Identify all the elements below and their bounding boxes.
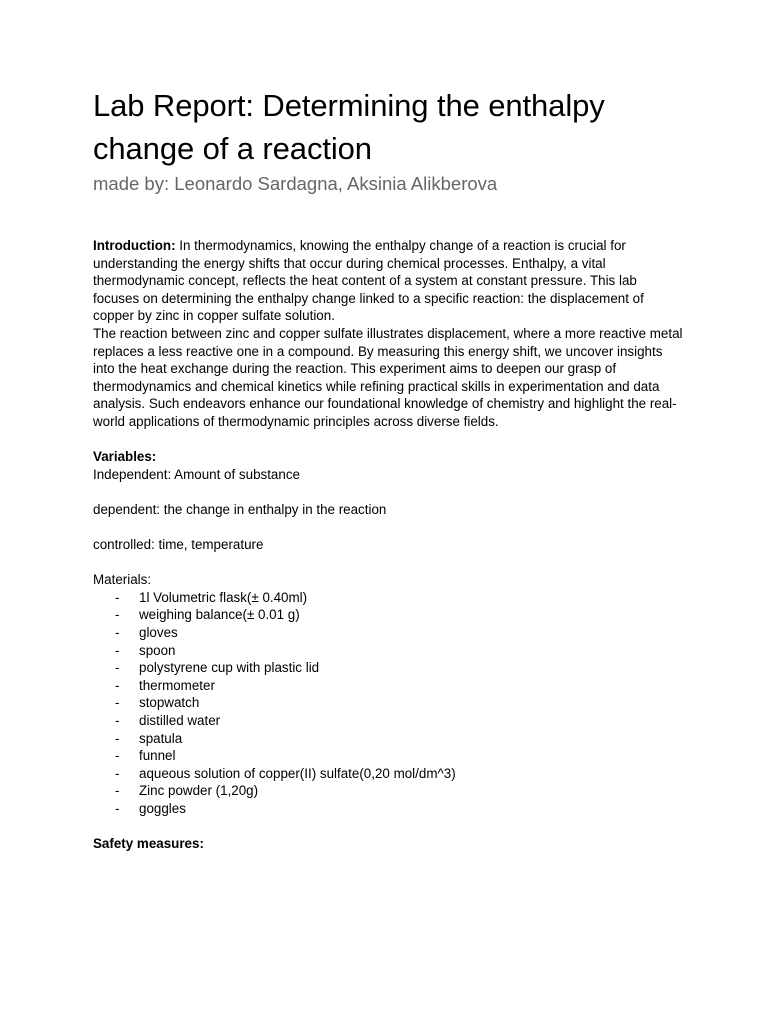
variable-independent: Independent: Amount of substance [93, 466, 300, 482]
list-item: - spoon [115, 642, 176, 658]
list-item: - funnel [115, 748, 176, 764]
list-bullet: - [115, 730, 120, 746]
variable-controlled: controlled: time, temperature [93, 537, 264, 553]
list-bullet: - [115, 713, 120, 729]
list-item: - aqueous solution of copper(II) sulfate(0,20 mol/dm^3) [115, 765, 456, 781]
list-bullet: - [115, 695, 120, 711]
safety-heading: Safety measures: [93, 836, 204, 852]
list-bullet: - [115, 748, 120, 764]
document-title: Lab Report: Determining the enthalpy change of a reaction [93, 88, 605, 166]
list-bullet: - [115, 625, 120, 641]
list-item: - polystyrene cup with plastic lid [115, 660, 320, 676]
list-item: - spatula [115, 730, 183, 746]
materials-list [93, 589, 683, 818]
list-item: - goggles [115, 801, 186, 816]
introduction-section [93, 237, 683, 431]
list-item: - distilled water [115, 713, 221, 729]
list-item: - weighing balance(± 0.01 g) [115, 607, 300, 623]
author-line: made by: Leonardo Sardagna, Aksinia Alikberova [93, 173, 498, 194]
list-item: - 1l Volumetric flask(± 0.40ml) [115, 589, 308, 605]
variable-dependent: dependent: the change in enthalpy in the reaction [93, 501, 387, 517]
introduction-text-1: In thermodynamics, knowing the enthalpy change of a reaction is crucial for understanding the energy shifts that occur during chemical processes. Enthalpy, a vital thermodynamic concept, reflects the heat content of a system at constant pressure. This lab focuses on determining the enthalpy change linked to a specific reaction: the displacement of copper by zinc in copper sulfate solution. [93, 238, 644, 324]
list-item: - Zinc powder (1,20g) [115, 783, 259, 799]
list-bullet: - [115, 765, 120, 781]
materials-heading: Materials: [93, 572, 152, 588]
list-item: - thermometer [115, 677, 215, 693]
list-bullet: - [115, 783, 120, 799]
introduction-paragraph-2: The reaction between zinc and copper sulfate illustrates displacement, where a more reactive metal replaces a less reactive one in a compound. By measuring this energy shift, we uncover insights into the heat exchange during the reaction. This experiment aims to deepen our grasp of thermodynamics and chemical kinetics while refining practical skills in experimentation and data analysis. Such endeavors enhance our foundational knowledge of chemistry and highlight the real-world applications of thermodynamic principles across diverse fields. [93, 325, 683, 429]
variables-heading: Variables: [93, 449, 157, 465]
list-item: - gloves [115, 625, 178, 641]
materials-section [93, 571, 683, 817]
list-bullet: - [115, 801, 120, 816]
introduction-paragraph-1 [93, 237, 683, 325]
introduction-label: Introduction: [93, 238, 176, 253]
variables-section [93, 448, 683, 554]
list-bullet: - [115, 660, 120, 676]
list-item: - stopwatch [115, 695, 200, 711]
document-page [93, 84, 683, 853]
list-bullet: - [115, 607, 120, 623]
list-bullet: - [115, 589, 120, 605]
list-bullet: - [115, 677, 120, 693]
list-bullet: - [115, 642, 120, 658]
